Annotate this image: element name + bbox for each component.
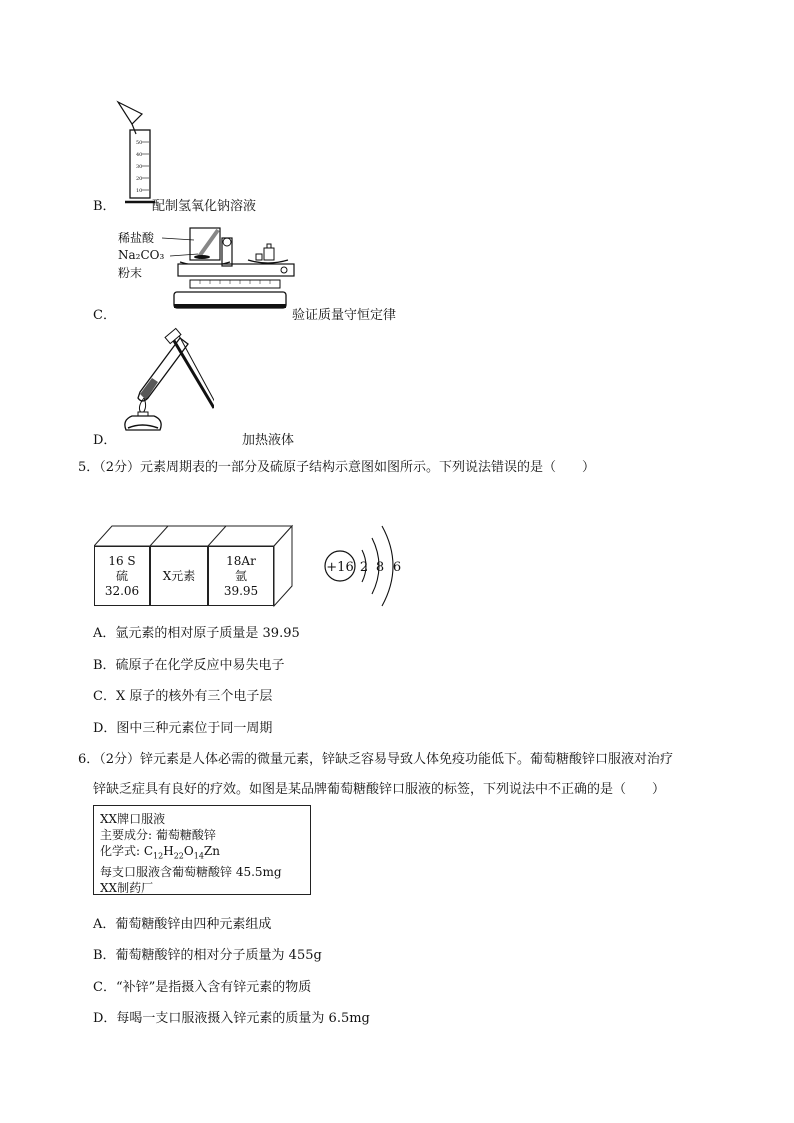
cell-sulfur-name: 硫 [115,568,128,583]
label-dose: 每支口服液含葡萄糖酸锌 45.5mg [100,865,282,880]
q5-option-d: D．图中三种元素位于同一周期 [93,721,273,736]
shell-3-electrons: 6 [392,560,402,575]
cell-argon-mass: 39.95 [223,583,259,598]
q4-option-d-text: 加热液体 [242,433,295,448]
q4-option-d-letter: D． [93,433,117,448]
q5-option-c: C．X 原子的核外有三个电子层 [93,689,273,704]
periodic-table-fragment [94,524,294,608]
q4-option-c-letter: C． [93,308,116,323]
q6-option-b: B．葡萄糖酸锌的相对分子质量为 455g [93,948,322,963]
svg-text:40: 40 [136,152,143,158]
q5-stem: 5．（2分）元素周期表的一部分及硫原子结构示意图如图所示。下列说法错误的是（ ） [78,460,596,475]
balance-figure [160,218,300,314]
medicine-label [93,805,311,895]
label-manufacturer: XX制药厂 [100,881,154,896]
sulfur-atom-structure-diagram [318,512,418,612]
label-dilute-hcl: 稀盐酸 [118,231,155,245]
shell-2-electrons: 8 [375,560,385,575]
cell-argon-name: 氩 [234,568,247,583]
label-powder: 粉末 [118,266,143,280]
q6-option-c: C．“补锌”是指摄入含有锌元素的物质 [93,980,312,995]
atom-nucleus-label: +16 [326,560,354,575]
label-ingredient: 主要成分: 葡萄糖酸锌 [100,828,216,842]
alcohol-lamp-test-tube-figure [118,324,214,434]
cell-argon-symbol: 18Ar [226,553,256,568]
q5-option-b: B．硫原子在化学反应中易失电子 [93,658,285,673]
q5-option-a: A．氩元素的相对原子质量是 39.95 [93,626,300,641]
svg-text:30: 30 [136,164,143,170]
cell-x-name: X元素 [162,568,196,583]
q4-option-c-text: 验证质量守恒定律 [292,308,397,323]
q6-stem-line2: 锌缺乏症具有良好的疗效。如图是某品牌葡萄糖酸锌口服液的标签，下列说法中不正确的是（ ） [93,782,666,797]
cell-sulfur-symbol: 16 S [108,553,136,568]
cell-sulfur [94,546,150,606]
label-brand: XX牌口服液 [100,812,166,826]
cell-x-element [150,546,208,606]
q4-option-b-letter: B． [93,199,116,214]
q6-option-a: A．葡萄糖酸锌由四种元素组成 [93,917,272,932]
graduated-cylinder-figure [112,98,158,210]
cell-argon [208,546,274,606]
label-formula: 化学式: $C_{12}H_{22}O_{14}Zn$ [100,844,220,861]
label-na2co3: Na₂CO₃ [118,248,165,262]
shell-1-electrons: 2 [359,560,369,575]
svg-text:10: 10 [136,188,143,194]
cell-sulfur-mass: 32.06 [104,583,140,598]
svg-text:20: 20 [136,176,143,182]
q6-option-d: D．每喝一支口服液摄入锌元素的质量为 6.5mg [93,1011,370,1026]
q4-option-b-text: 配制氢氧化钠溶液 [152,199,257,214]
q6-stem-line1: 6．（2分）锌元素是人体必需的微量元素，锌缺乏容易导致人体免疫功能低下。葡萄糖酸锌口服液对治疗 [78,752,674,767]
svg-text:50: 50 [136,140,143,146]
